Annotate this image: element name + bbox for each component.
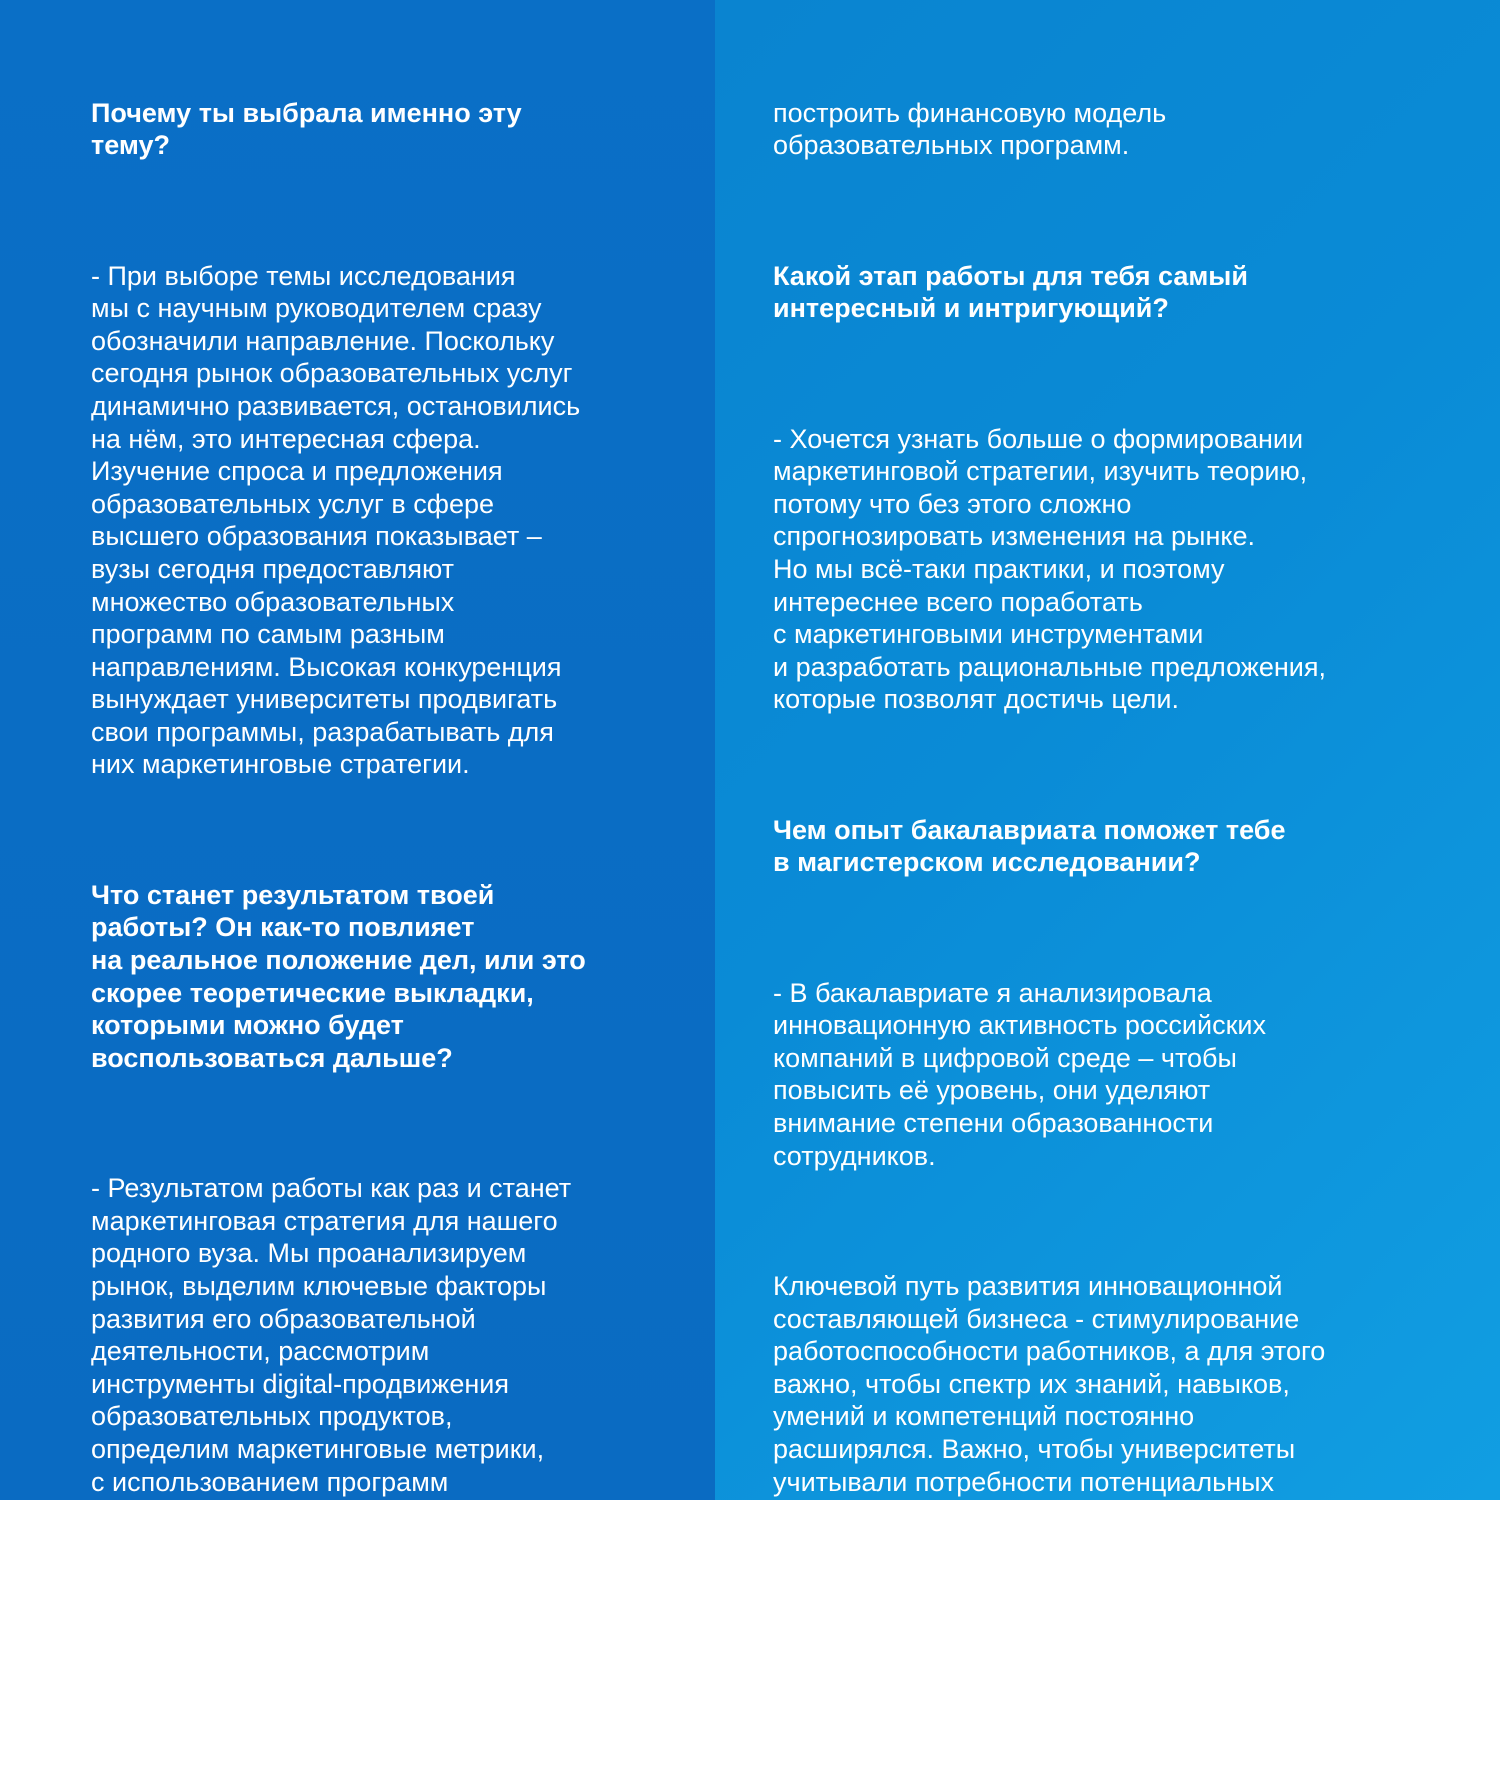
answer-result: - Результатом работы как раз и станет маркетинговая стратегия для нашего родного вуза. Мы проанализируем рынок, выделим ключевые факторы развития его образовательной деятельности, рассмотрим инструменты digital-продвижения образовательных продуктов, определим маркетинговые метрики, с использованием программ предиктивной аналитики выявим тренды развития рынка труда в современных экономических условиях, а юнит-экономика позволит <box>91 1173 572 1627</box>
question-interesting-stage: Какой этап работы для тебя самый интересный и интригующий? <box>773 260 1248 324</box>
question-why-topic: Почему ты выбрала именно эту тему? <box>91 97 522 161</box>
answer-result-continued: построить финансовую модель образовательных программ. <box>773 97 1167 161</box>
answer-interesting-stage: - Хочется узнать больше о формировании маркетинговой стратегии, изучить теорию, потому что без этого сложно спрогнозировать изменения на рынке. Но мы всё-таки практики, и поэтому интереснее всего поработать с маркетинговыми инструментами и разработать рациональные предложения, которые позволят достичь цели. <box>773 423 1326 715</box>
question-result: Что станет результатом твоей работы? Он как-то повлияет на реальное положение дел, или это скорее теоретические выкладки, которыми можно будет воспользоваться дальше? <box>91 879 586 1073</box>
answer-key-path: Ключевой путь развития инновационной составляющей бизнеса - стимулирование работоспособности работников, а для этого важно, чтобы спектр их знаний, навыков, умений и компетенций постоянно расширялся. Важно, чтобы университеты учитывали потребности потенциальных работодателей, их требования к квалификации потенциальных сотрудников. Благодаря бакалаврской работе мы эффективнее сформулируем предложения по трансформации образовательного процесса, чтобы сделать программы вуза более конкурентоспособными. <box>773 1270 1326 1758</box>
left-column <box>91 64 691 1661</box>
answer-bachelor-experience: - В бакалавриате я анализировала инновационную активность российских компаний в цифровой среде – чтобы повысить её уровень, они уделяют внимание степени образованности сотрудников. <box>773 977 1266 1171</box>
answer-why-topic: - При выборе темы исследования мы с научным руководителем сразу обозначили направление. Поскольку сегодня рынок образовательных услуг динамично развивается, остановились на нём, это интересная сфера. Изучение спроса и предложения образовательных услуг в сфере высшего образования показывает – вузы сегодня предоставляют множество образовательных программ по самым разным направлениям. Высокая конкуренция вынуждает университеты продвигать свои программы, разрабатывать для них маркетинговые стратегии. <box>91 260 581 780</box>
question-bachelor-experience: Чем опыт бакалавриата поможет тебе в магистерском исследовании? <box>773 814 1286 878</box>
right-column <box>773 64 1453 1791</box>
